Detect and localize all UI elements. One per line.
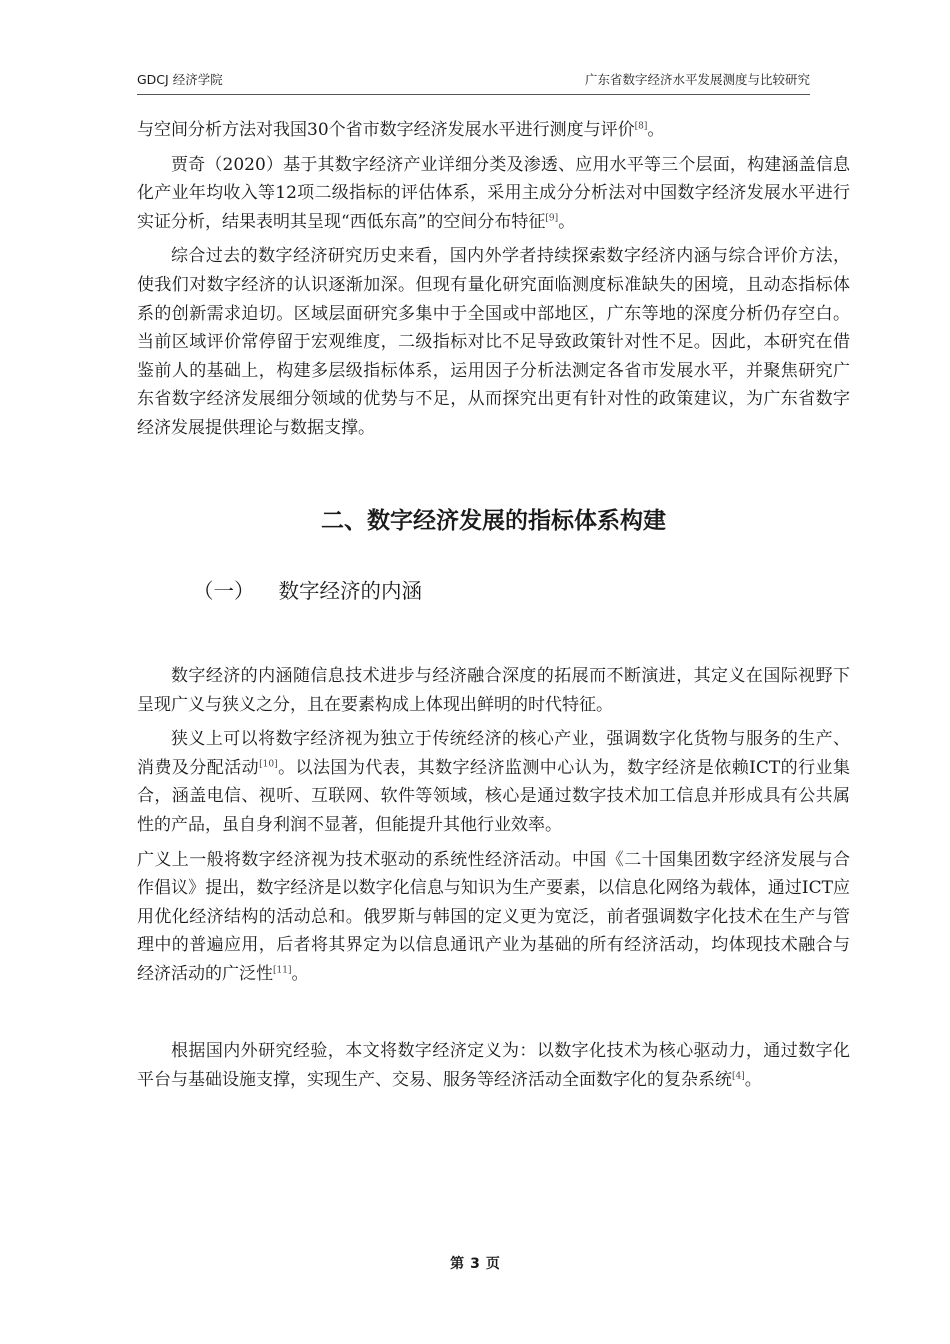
paragraph-4	[137, 662, 850, 719]
paragraph-tail: 。	[647, 120, 665, 140]
footer-suffix: 页	[485, 1256, 500, 1272]
intro-paragraphs	[137, 116, 850, 443]
paragraph-6	[137, 846, 850, 989]
paragraph-tail: 。	[558, 211, 576, 232]
paragraph-text: 广义上一般将数字经济视为技术驱动的系统性经济活动。中国《二十国集团数字经济发展与合作倡议》提出，数字经济是以数字化信息与知识为生产要素，以信息化网络为载体，通过ICT应用优化经济结构的活动总和。俄罗斯与韩国的定义更为宽泛，前者强调数字化技术在生产与管理中的普遍应用，后者将其界定为以信息通讯产业为基础的所有经济活动，均体现技术融合与经济活动的广泛性	[137, 849, 850, 984]
paragraph-text: 贾奇（2020）基于其数字经济产业详细分类及渗透、应用水平等三个层面，构建涵盖信息化产业年均收入等12项二级指标的评估体系，采用主成分分析法对中国数字经济发展水平进行实证分析，结果表明其呈现“西低东高”的空间分布特征	[137, 154, 850, 232]
citation-ref: [8]	[634, 121, 648, 132]
subsection-number: （一）	[193, 579, 255, 603]
paragraph-tail: 。	[744, 1069, 762, 1090]
page-number: 3	[470, 1256, 480, 1272]
header-left: GDCJ 经济学院	[137, 72, 223, 87]
paragraph-7	[137, 1037, 850, 1094]
paragraph-tail: 。以法国为代表，其数字经济监测中心认为，数字经济是依赖ICT的行业集合，涵盖电信、视听、互联网、软件等领域，核心是通过数字技术加工信息并形成具有公共属性的产品，虽自身利润不显著，但能提升其他行业效率。	[137, 757, 851, 835]
paragraph-2	[137, 151, 850, 237]
page-footer	[0, 1253, 950, 1273]
paragraph-text: 根据国内外研究经验，本文将数字经济定义为：以数字化技术为核心驱动力，通过数字化平台与基础设施支撑，实现生产、交易、服务等经济活动全面数字化的复杂系统	[137, 1041, 850, 1090]
header-right: 广东省数字经济水平发展测度与比较研究	[584, 72, 810, 87]
subsection-title: 数字经济的内涵	[278, 579, 422, 603]
paragraph-tail: 。	[291, 963, 309, 984]
paragraph-5	[137, 725, 850, 839]
footer-prefix: 第	[450, 1256, 465, 1272]
paragraph-text: 狭义上可以将数字经济视为独立于传统经济的核心产业，强调数字化货物与服务的生产、消费及分配活动	[137, 729, 850, 778]
paragraph-text: 数字经济的内涵随信息技术进步与经济融合深度的拓展而不断演进，其定义在国际视野下呈现广义与狭义之分，且在要素构成上体现出鲜明的时代特征。	[137, 666, 850, 715]
citation-ref: [4]	[732, 1070, 745, 1081]
paragraph-1	[137, 116, 850, 145]
definition-paragraph	[137, 1037, 850, 1094]
section-paragraphs	[137, 662, 850, 989]
paragraph-text: 综合过去的数字经济研究历史来看，国内外学者持续探索数字经济内涵与综合评价方法，使我们对数字经济的认识逐渐加深。但现有量化研究面临测度标准缺失的困境，且动态指标体系的创新需求迫切。区域层面研究多集中于全国或中部地区，广东等地的深度分析仍存空白。当前区域评价常停留于宏观维度，二级指标对比不足导致政策针对性不足。因此，本研究在借鉴前人的基础上，构建多层级指标体系，运用因子分析法测定各省市发展水平，并聚焦研究广东省数字经济发展细分领域的优势与不足，从而探究出更有针对性的政策建议，为广东省数字经济发展提供理论与数据支撑。	[137, 246, 850, 438]
citation-ref: [11]	[273, 965, 292, 976]
subsection-heading	[193, 574, 422, 604]
header-divider	[137, 94, 810, 95]
running-header	[137, 70, 810, 88]
citation-ref: [9]	[545, 213, 559, 224]
citation-ref: [10]	[259, 759, 278, 770]
paragraph-3	[137, 242, 850, 442]
paragraph-text: 与空间分析方法对我国30个省市数字经济发展水平进行测度与评价	[137, 120, 635, 140]
section-heading: 二、数字经济发展的指标体系构建	[321, 508, 666, 534]
